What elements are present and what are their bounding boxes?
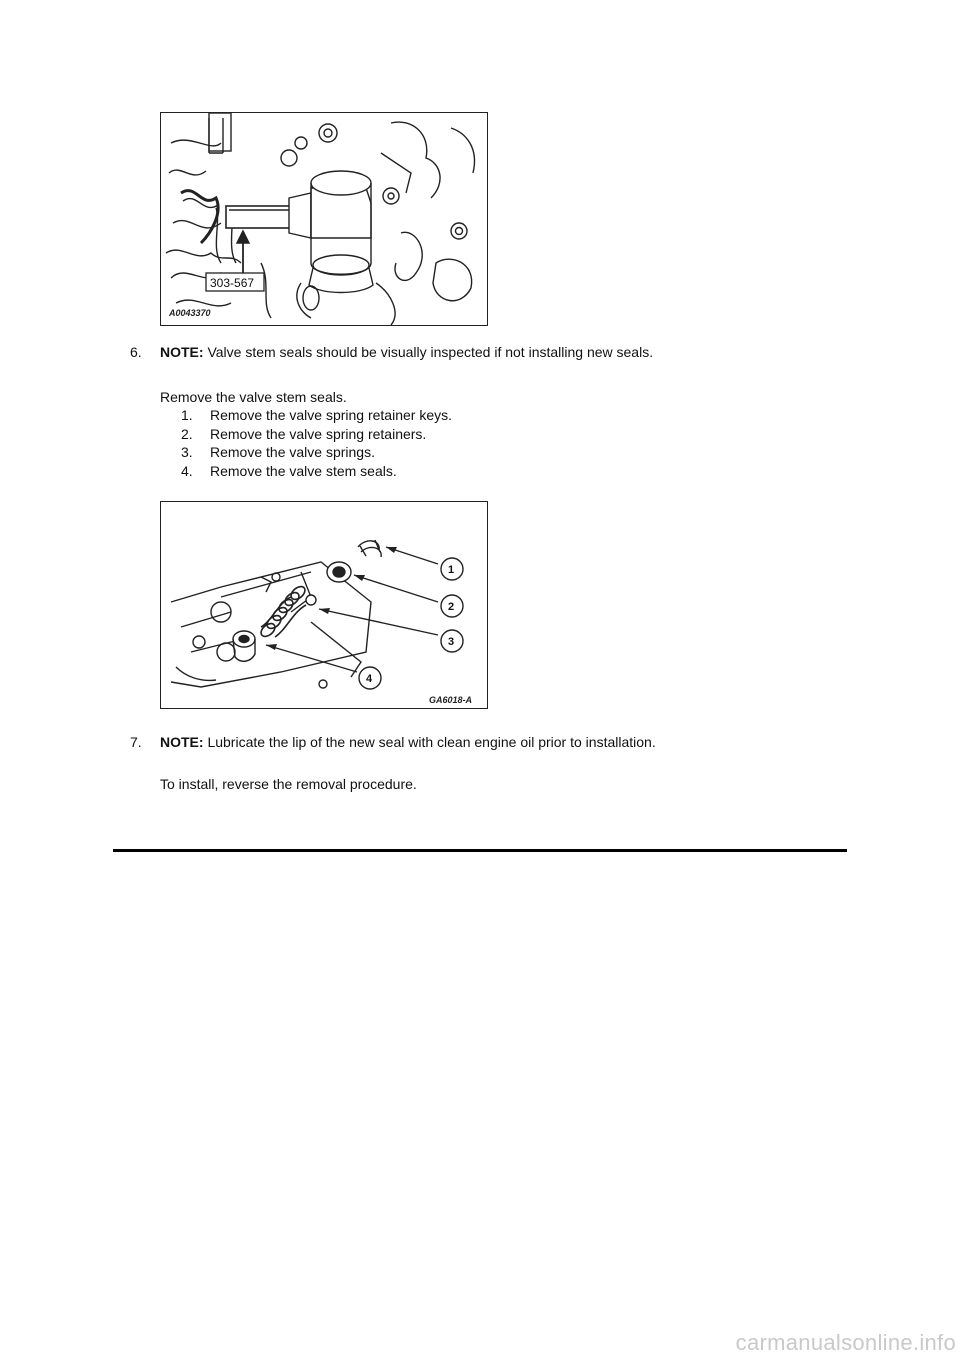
figure1-id-label: A0043370 [169, 308, 211, 318]
list-item: 4. Remove the valve stem seals. [181, 462, 397, 479]
figure1-illustration [161, 113, 487, 325]
step-7-instruction: To install, reverse the removal procedure. [160, 776, 417, 792]
figure2-illustration [161, 502, 487, 708]
callout-2: 2 [448, 601, 455, 613]
callout-3: 3 [448, 636, 455, 648]
step-6-note-text: Valve stem seals should be visually inspected if not installing new seals. [207, 344, 654, 360]
list-item: 3. Remove the valve springs. [181, 444, 375, 460]
step-6-number: 6. [130, 344, 142, 360]
callout-4: 4 [366, 673, 373, 685]
figure-valve-spring-compressor [160, 112, 488, 326]
list-item: 1. Remove the valve spring retainer keys. [181, 407, 452, 423]
list-item: 2. Remove the valve spring retainers. [181, 425, 427, 442]
step-7-number: 7. [130, 734, 142, 750]
step-6-note [160, 343, 653, 361]
figure-valve-components [160, 501, 488, 709]
watermark: carmanualsonline.info [735, 1330, 956, 1355]
section-divider [113, 849, 847, 852]
step-6-substep-list [160, 406, 452, 480]
callout-1: 1 [448, 564, 455, 576]
step-7-note [160, 733, 656, 751]
step-7-note-label: NOTE: [160, 734, 204, 750]
step-6-instruction: Remove the valve stem seals. [160, 389, 347, 405]
step-7-note-text: Lubricate the lip of the new seal with clean engine oil prior to installation. [207, 734, 656, 750]
step-6-note-label: NOTE: [160, 344, 204, 360]
tool-number-label: 303-567 [210, 276, 255, 290]
figure2-id-label: GA6018-A [429, 695, 473, 705]
